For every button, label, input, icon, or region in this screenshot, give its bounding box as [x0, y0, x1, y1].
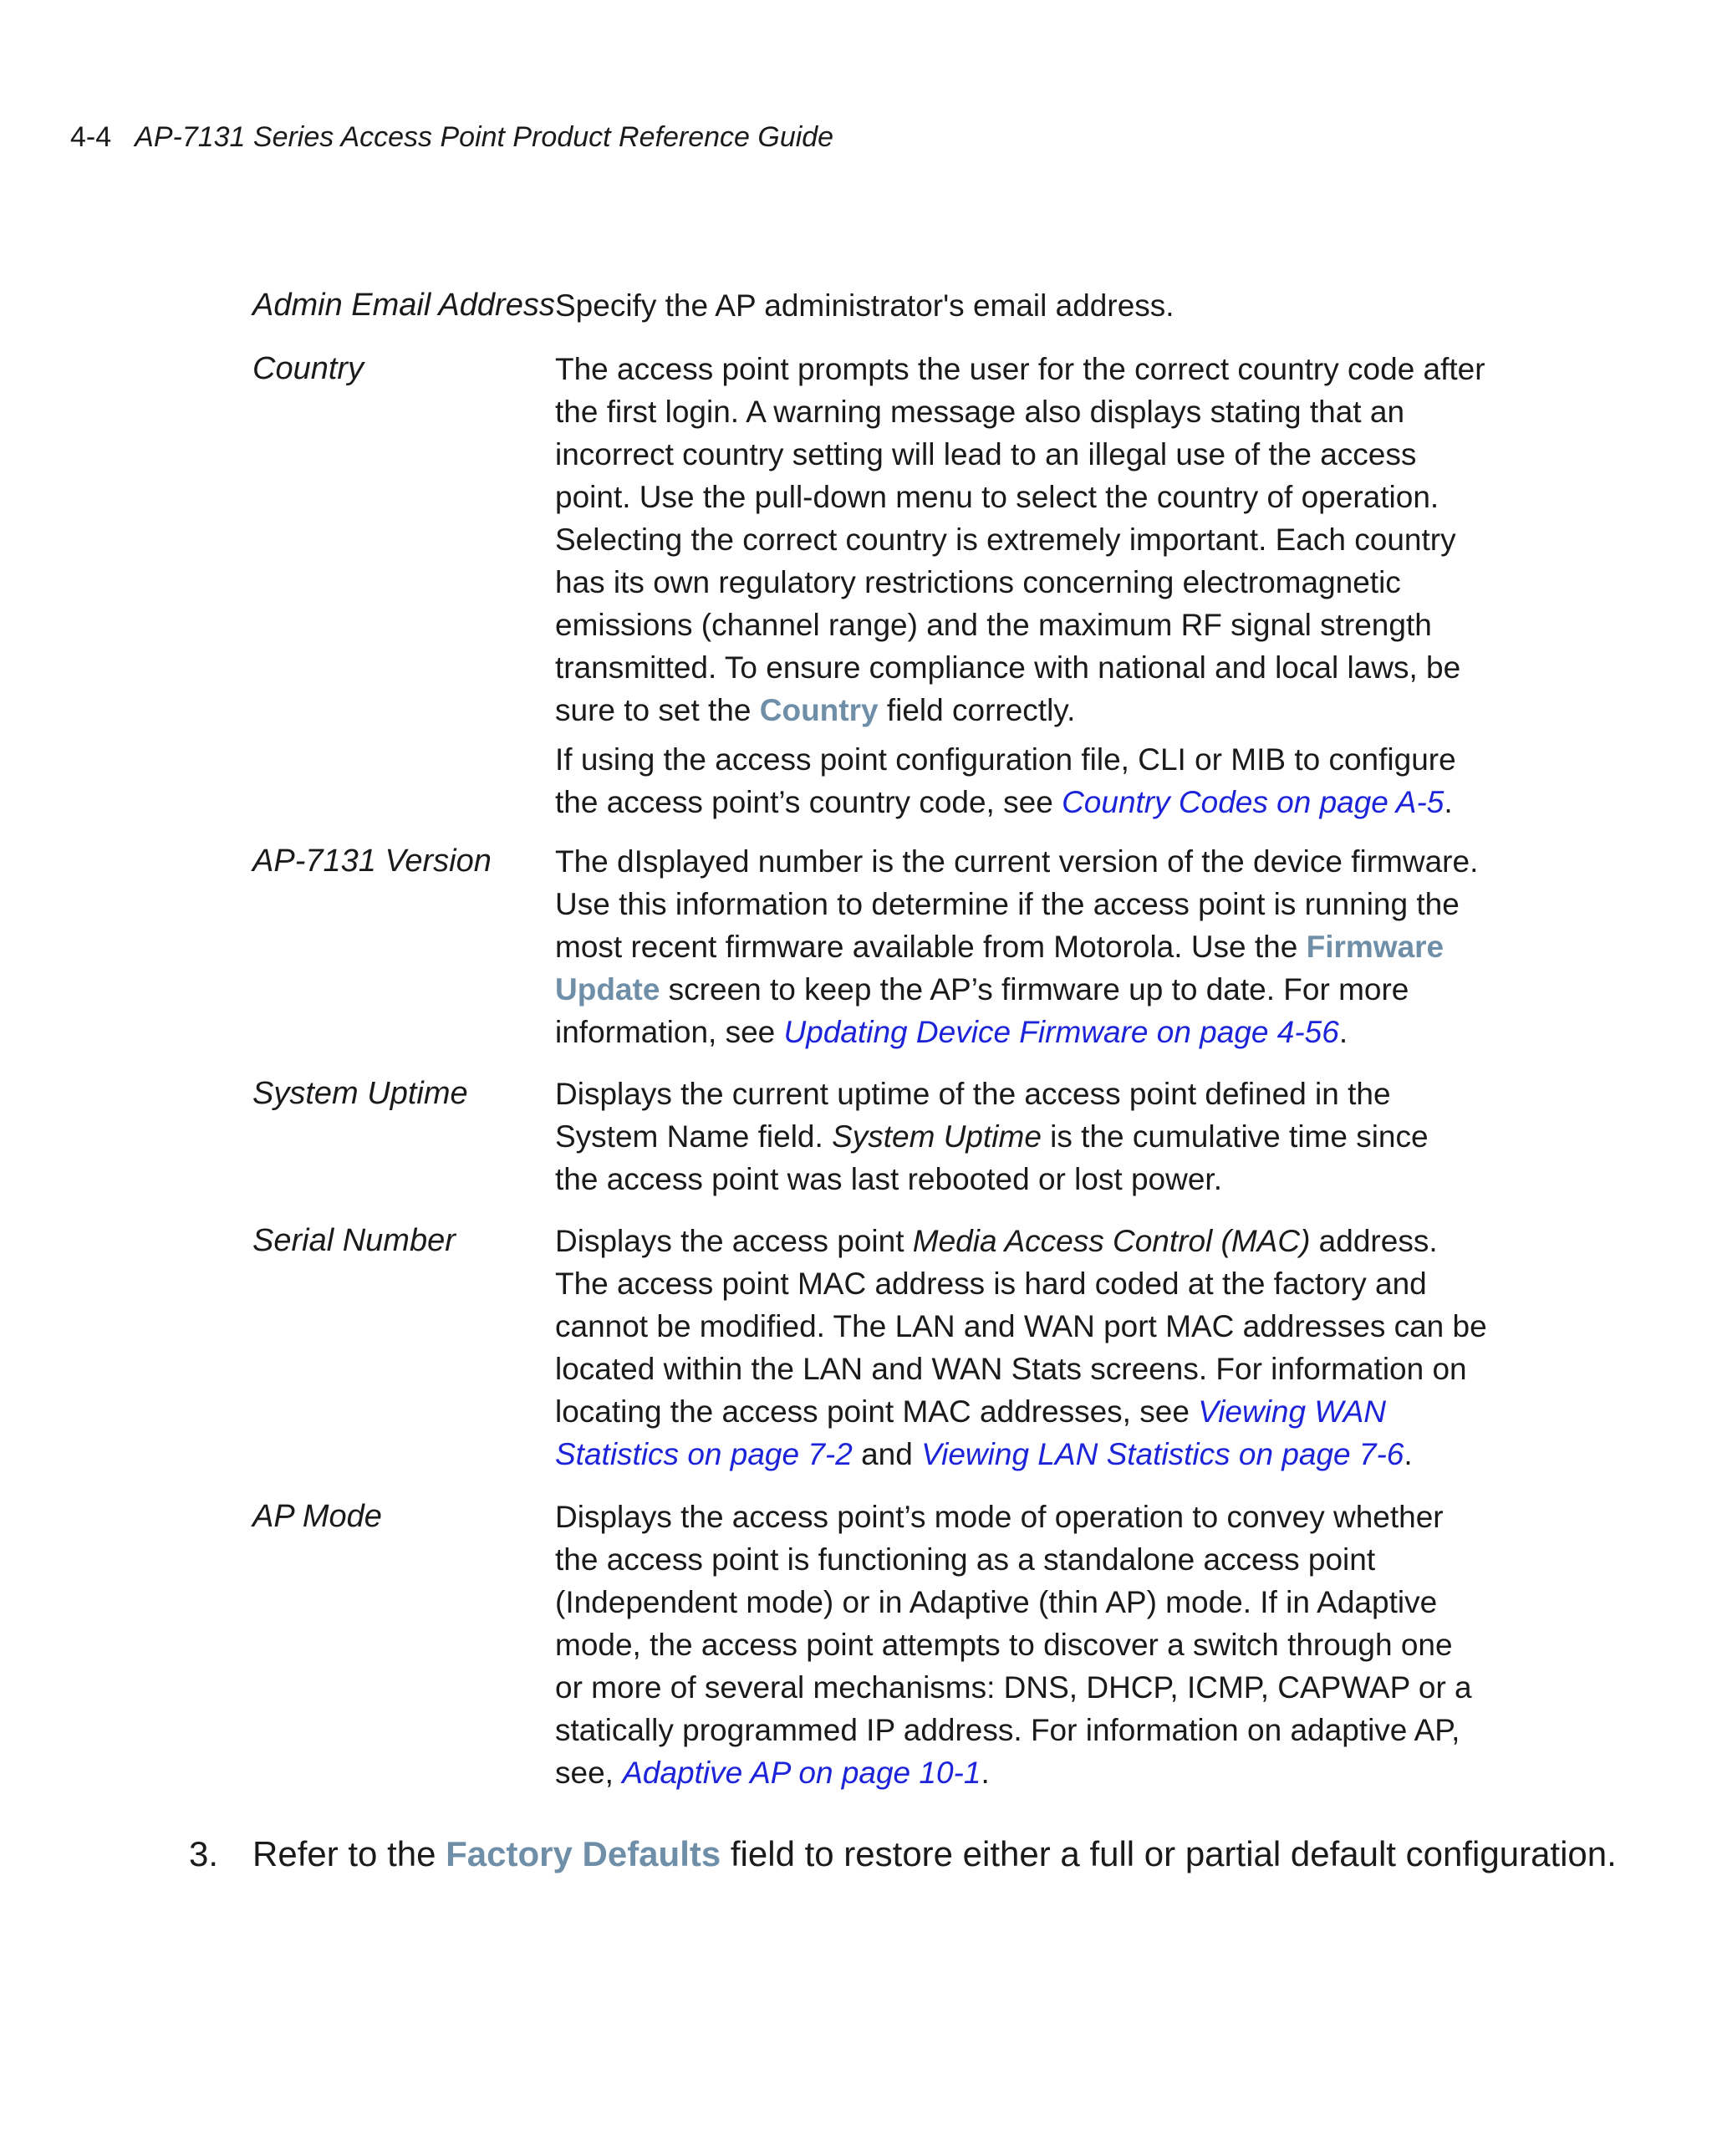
text-run: System Name field.	[555, 1119, 833, 1154]
text-run: Displays the access point	[555, 1224, 913, 1258]
term-ap-mode: AP Mode	[252, 1499, 382, 1534]
desc-line: emissions (channel range) and the maximum RF signal strength	[555, 608, 1432, 642]
text-run: field correctly.	[878, 693, 1076, 727]
desc-line: The access point prompts the user for the correct country code after	[555, 352, 1485, 386]
desc-line: Displays the access point’s mode of operation to convey whether	[555, 1500, 1444, 1534]
ui-field-country: Country	[759, 693, 879, 727]
text-run: address.	[1310, 1224, 1438, 1258]
desc-line: located within the LAN and WAN Stats screens. For information on	[555, 1352, 1467, 1386]
desc-line: the first login. A warning message also displays stating that an	[555, 395, 1405, 429]
desc-line: has its own regulatory restrictions concerning electromagnetic	[555, 565, 1401, 599]
desc-country	[555, 348, 1485, 823]
desc-line	[555, 1433, 1413, 1476]
text-run: .	[1404, 1437, 1413, 1471]
ui-screen-firmware: Firmware	[1306, 930, 1444, 964]
desc-admin-email	[555, 284, 1399, 327]
term-country: Country	[252, 351, 364, 386]
desc-line	[555, 689, 1399, 731]
text-run: .	[981, 1756, 990, 1790]
term-admin-email: Admin Email Address	[252, 288, 555, 323]
text-run: and	[852, 1437, 922, 1471]
text-run: information, see	[555, 1015, 784, 1049]
desc-line: (Independent mode) or in Adaptive (thin AP) mode. If in Adaptive	[555, 1585, 1438, 1619]
row-serial	[252, 1220, 1487, 1496]
text-run: .	[1444, 785, 1453, 819]
link-viewing-lan-statistics[interactable]: Viewing LAN Statistics on page 7-6	[921, 1437, 1404, 1471]
term-uptime: System Uptime	[252, 1076, 468, 1111]
text-run: Refer to the	[252, 1834, 446, 1873]
desc-line: the access point is functioning as a standalone access point	[555, 1542, 1376, 1577]
text-run: locating the access point MAC addresses, see	[555, 1394, 1199, 1429]
text-run: sure to set the	[555, 693, 760, 727]
desc-line: Specify the AP administrator's email address.	[555, 288, 1174, 323]
desc-line: mode, the access point attempts to discover a switch through one	[555, 1628, 1453, 1662]
row-uptime	[252, 1073, 1429, 1220]
desc-line: Displays the current uptime of the access point defined in the	[555, 1077, 1391, 1111]
desc-line	[555, 925, 1444, 968]
link-viewing-wan-statistics-cont[interactable]: Statistics on page 7-2	[555, 1437, 853, 1471]
row-ap-mode	[252, 1496, 1472, 1794]
desc-line	[555, 968, 1409, 1011]
desc-line	[555, 1011, 1399, 1053]
guide-title: AP-7131 Series Access Point Product Reference Guide	[135, 121, 834, 153]
step-3	[189, 1831, 1617, 1878]
desc-line: If using the access point configuration file, CLI or MIB to configure	[555, 742, 1456, 777]
text-run: most recent firmware available from Motorola. Use the	[555, 930, 1307, 964]
country-paragraph-1	[555, 348, 1485, 731]
desc-line: The access point MAC address is hard coded at the factory and	[555, 1267, 1427, 1301]
text-run: see,	[555, 1756, 623, 1790]
desc-ap-mode	[555, 1496, 1472, 1794]
desc-line: the access point was last rebooted or lost power.	[555, 1162, 1222, 1196]
link-adaptive-ap[interactable]: Adaptive AP on page 10-1	[622, 1756, 981, 1790]
desc-line: cannot be modified. The LAN and WAN port MAC addresses can be	[555, 1309, 1487, 1343]
definition-table	[252, 284, 1487, 1794]
desc-version	[555, 840, 1479, 1053]
row-version	[252, 840, 1479, 1073]
ui-screen-update: Update	[555, 972, 660, 1007]
desc-line: Selecting the correct country is extremely important. Each country	[555, 522, 1456, 557]
term-version: AP-7131 Version	[252, 844, 492, 879]
emphasis: System Uptime	[832, 1119, 1042, 1154]
desc-line: point. Use the pull-down menu to select the country of operation.	[555, 480, 1439, 514]
desc-line: incorrect country setting will lead to an illegal use of the access	[555, 437, 1417, 471]
desc-line	[555, 1751, 1399, 1794]
desc-line	[555, 1220, 1438, 1262]
desc-line	[555, 1390, 1399, 1433]
row-country	[252, 348, 1485, 840]
desc-line	[555, 781, 1453, 823]
text-run: field to restore either a full or partial default configuration.	[721, 1834, 1617, 1873]
text-run: .	[1338, 1015, 1348, 1049]
page-number: 4-4	[70, 121, 112, 153]
desc-line: statically programmed IP address. For information on adaptive AP,	[555, 1713, 1460, 1747]
link-country-codes[interactable]: Country Codes on page A-5	[1062, 785, 1444, 819]
step-number: 3.	[189, 1834, 219, 1873]
country-paragraph-2	[555, 738, 1456, 823]
desc-line: transmitted. To ensure compliance with national and local laws, be	[555, 650, 1461, 685]
link-updating-firmware[interactable]: Updating Device Firmware on page 4-56	[783, 1015, 1339, 1049]
link-viewing-wan-statistics[interactable]: Viewing WAN	[1198, 1394, 1387, 1429]
desc-line: The dIsplayed number is the current version of the device firmware.	[555, 844, 1479, 879]
desc-uptime	[555, 1073, 1429, 1200]
desc-line	[555, 1115, 1429, 1158]
desc-line: Use this information to determine if the access point is running the	[555, 887, 1460, 921]
desc-line: or more of several mechanisms: DNS, DHCP, ICMP, CAPWAP or a	[555, 1670, 1472, 1705]
running-header	[70, 119, 833, 155]
row-admin-email	[252, 284, 1423, 348]
desc-serial	[555, 1220, 1487, 1476]
text-run: the access point’s country code, see	[555, 785, 1062, 819]
emphasis: Media Access Control (MAC)	[912, 1224, 1311, 1258]
text-run: is the cumulative time since	[1041, 1119, 1429, 1154]
text-run: screen to keep the AP’s firmware up to date. For more	[660, 972, 1409, 1007]
ui-field-factory-defaults: Factory Defaults	[446, 1834, 721, 1873]
term-serial: Serial Number	[252, 1223, 456, 1258]
